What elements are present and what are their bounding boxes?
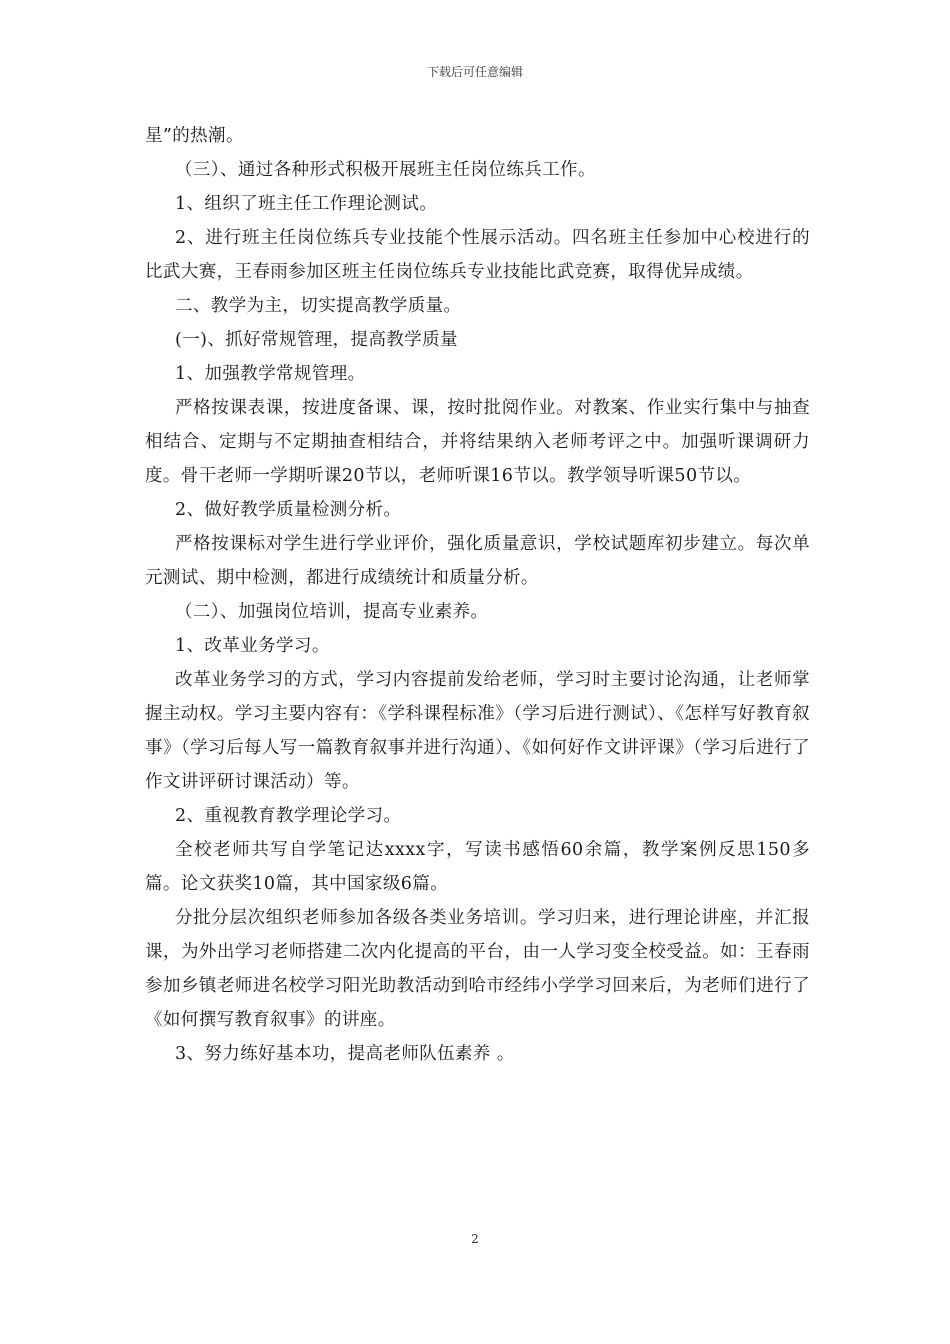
- section-heading: 二、教学为主，切实提高教学质量。: [175, 296, 462, 316]
- paragraph: 1、加强教学常规管理。: [175, 364, 366, 384]
- paragraph: 2、重视教育教学理论学习。: [175, 806, 402, 826]
- paragraph: 严格按课表课，按进度备课、课，按时批阅作业。对教案、作业实行集中与抽查相结合、定期与不定期抽查相结合，并将结果纳入老师考评之中。加强听课调研力度。骨干老师一学期听课20节以，老师听课16节以。教学领导听课50节以。: [145, 398, 810, 486]
- paragraph: 1、组织了班主任工作理论测试。: [175, 194, 438, 214]
- page-number: 2: [471, 1232, 479, 1246]
- paragraph: 严格按课标对学生进行学业评价，强化质量意识，学校试题库初步建立。每次单元测试、期中检测，都进行成绩统计和质量分析。: [145, 534, 810, 588]
- subsection-heading: (一)、抓好常规管理，提高教学质量: [175, 330, 458, 350]
- paragraph: 2、做好教学质量检测分析。: [175, 500, 402, 520]
- page-header: 下载后可任意编辑: [426, 65, 523, 79]
- paragraph: 分批分层次组织老师参加各级各类业务培训。学习归来，进行理论讲座，并汇报课，为外出学习老师搭建二次内化提高的平台，由一人学习变全校受益。如：王春雨参加乡镇老师进名校学习阳光助教活动到哈市经纬小学学习回来后，为老师们进行了《如何撰写教育叙事》的讲座。: [145, 908, 810, 1030]
- document-body: [145, 119, 810, 1071]
- paragraph: 改革业务学习的方式，学习内容提前发给老师，学习时主要讨论沟通，让老师掌握主动权。学习主要内容有：《学科课程标准》（学习后进行测试）、《怎样写好教育叙事》（学习后每人写一篇教育叙事并进行沟通）、《如何好作文讲评课》（学习后进行了作文讲评研讨课活动）等。: [145, 670, 810, 792]
- paragraph: 2、进行班主任岗位练兵专业技能个性展示活动。四名班主任参加中心校进行的比武大赛，王春雨参加区班主任岗位练兵专业技能比武竞赛，取得优异成绩。: [145, 228, 810, 282]
- paragraph: 星”的热潮。: [145, 126, 244, 146]
- paragraph: 3、努力练好基本功，提高老师队伍素养 。: [175, 1044, 515, 1064]
- paragraph: （三）、通过各种形式积极开展班主任岗位练兵工作。: [175, 160, 596, 180]
- subsection-heading: （二）、加强岗位培训，提高专业素养。: [175, 602, 489, 622]
- paragraph: 1、改革业务学习。: [175, 636, 330, 656]
- paragraph: 全校老师共写自学笔记达xxxx字，写读书感悟60余篇，教学案例反思150多篇。论文获奖10篇，其中国家级6篇。: [145, 840, 810, 894]
